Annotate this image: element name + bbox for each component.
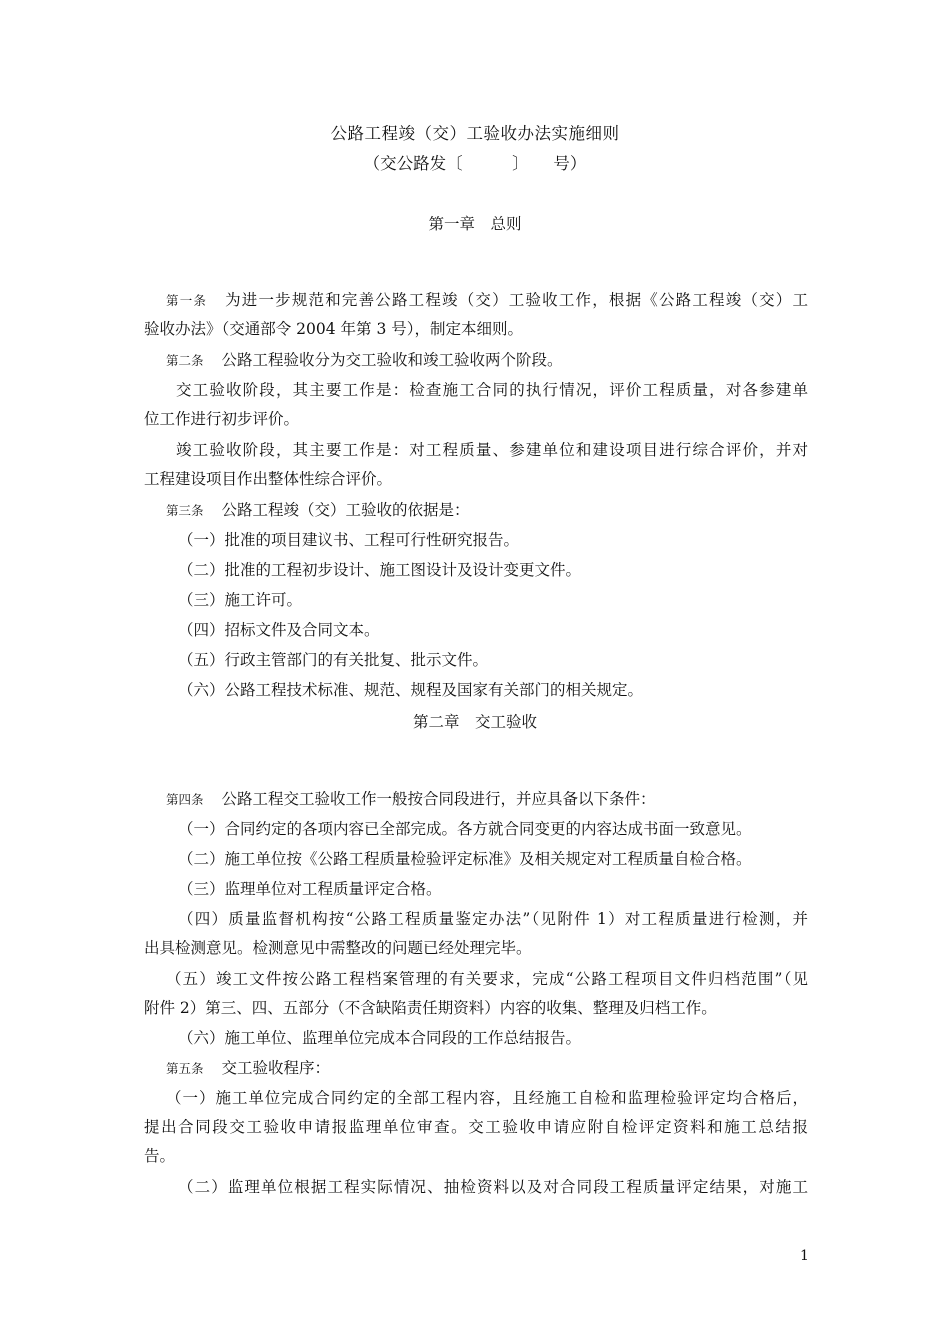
list-item: （三）监理单位对工程质量评定合格。 <box>178 880 442 898</box>
article-2-line-1: 公路工程验收分为交工验收和竣工验收两个阶段。 <box>221 351 563 369</box>
list-item: （五）行政主管部门的有关批复、批示文件。 <box>178 651 489 669</box>
chapter-1-heading: 第一章 总则 <box>428 215 522 233</box>
article-3 <box>166 500 830 521</box>
list-item: （二）监理单位根据工程实际情况、抽检资料以及对合同段工程质量评定结果，对施工 <box>178 1178 808 1196</box>
list-item: （三）施工许可。 <box>178 591 303 609</box>
page-number: 1 <box>800 1248 809 1264</box>
article-5-line-1: 交工验收程序： <box>221 1059 331 1077</box>
list-item-continuation: 提出合同段交工验收申请报监理单位审查。交工验收申请应附自检评定资料和施工总结报 <box>144 1118 808 1136</box>
list-item: （四）招标文件及合同文本。 <box>178 621 380 639</box>
article-2-para-2-line-2: 工程建设项目作出整体性综合评价。 <box>144 470 393 488</box>
article-4 <box>166 789 830 810</box>
article-label: 第一条 <box>166 293 208 308</box>
list-item: （二）批准的工程初步设计、施工图设计及设计变更文件。 <box>178 561 582 579</box>
list-item: （二）施工单位按《公路工程质量检验评定标准》及相关规定对工程质量自检合格。 <box>178 850 752 868</box>
list-item: （四）质量监督机构按“公路工程质量鉴定办法”（见附件 1）对工程质量进行检测，并 <box>178 910 808 928</box>
article-4-line-1: 公路工程交工验收工作一般按合同段进行，并应具备以下条件： <box>221 790 656 808</box>
article-2-para-2-line-1: 竣工验收阶段，其主要工作是：对工程质量、参建单位和建设项目进行综合评价，并对 <box>176 441 808 459</box>
chapter-2-heading: 第二章 交工验收 <box>412 713 537 731</box>
article-3-line-1: 公路工程竣（交）工验收的依据是： <box>221 501 470 519</box>
article-5 <box>166 1058 830 1079</box>
article-2-para-1-line-2: 位工作进行初步评价。 <box>144 410 300 428</box>
article-2 <box>166 350 830 371</box>
article-label: 第二条 <box>166 353 204 368</box>
list-item: （六）公路工程技术标准、规范、规程及国家有关部门的相关规定。 <box>178 681 644 699</box>
list-item: （六）施工单位、监理单位完成本合同段的工作总结报告。 <box>178 1029 582 1047</box>
article-2-para-1-line-1: 交工验收阶段，其主要工作是：检查施工合同的执行情况，评价工程质量，对各参建单 <box>176 381 808 399</box>
document-title: 公路工程竣（交）工验收办法实施细则 <box>330 124 620 143</box>
list-item: （一）批准的项目建议书、工程可行性研究报告。 <box>178 531 520 549</box>
list-item-continuation: 出具检测意见。检测意见中需整改的问题已经处理完毕。 <box>144 939 532 957</box>
article-1-line-2: 验收办法》（交通部令 2004 年第 3 号），制定本细则。 <box>144 320 524 338</box>
document-number: （交公路发〔 〕 号） <box>363 154 587 173</box>
article-1 <box>166 290 808 311</box>
list-item: （一）施工单位完成合同约定的全部工程内容，且经施工自检和监理检验评定均合格后， <box>166 1089 808 1107</box>
list-item: （一）合同约定的各项内容已全部完成。各方就合同变更的内容达成书面一致意见。 <box>178 820 752 838</box>
article-label: 第五条 <box>166 1061 204 1076</box>
list-item-continuation: 附件 2）第三、四、五部分（不含缺陷责任期资料）内容的收集、整理及归档工作。 <box>144 999 717 1017</box>
list-item: （五）竣工文件按公路工程档案管理的有关要求，完成“公路工程项目文件归档范围”（见 <box>166 970 808 988</box>
article-label: 第四条 <box>166 792 204 807</box>
article-1-line-1: 为进一步规范和完善公路工程竣（交）工验收工作，根据《公路工程竣（交）工 <box>225 291 808 309</box>
article-label: 第三条 <box>166 503 204 518</box>
list-item-continuation: 告。 <box>144 1147 176 1165</box>
